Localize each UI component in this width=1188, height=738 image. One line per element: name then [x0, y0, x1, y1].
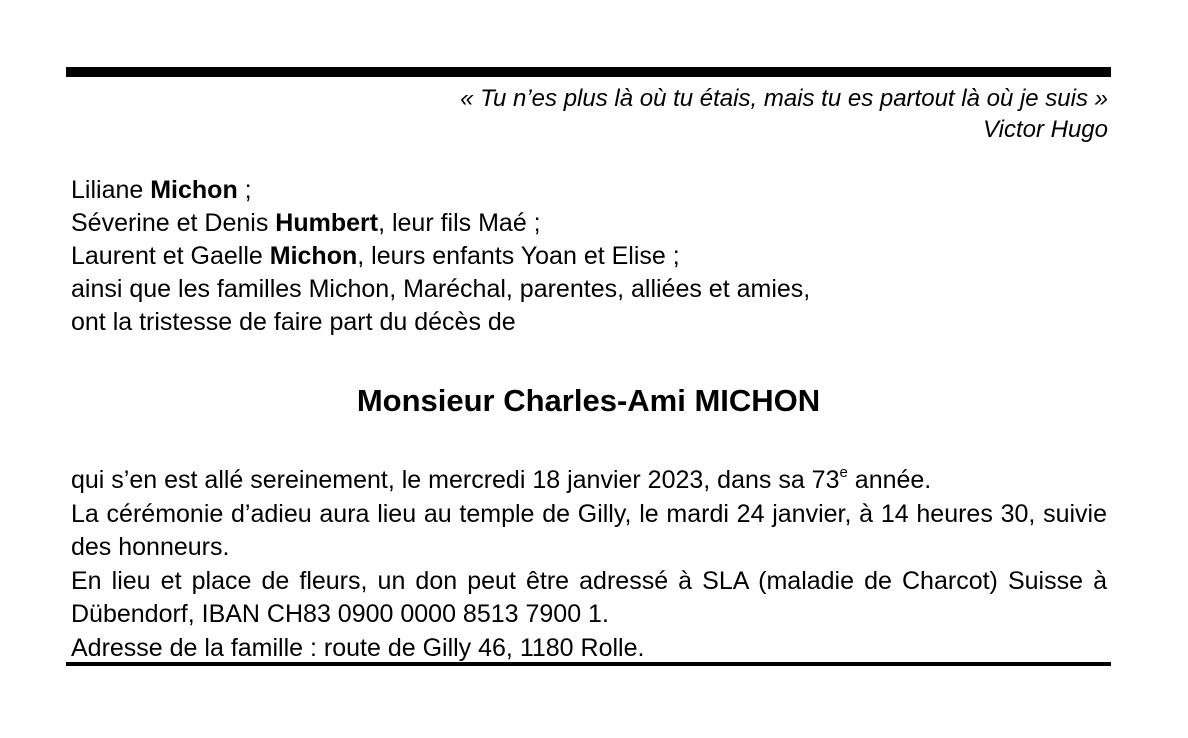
mourner-given: Laurent et Gaelle [71, 242, 270, 270]
extended-family-line: ainsi que les familles Michon, Maréchal, parentes, alliées et amies, [71, 275, 811, 303]
mourners-list [71, 174, 1111, 339]
donation-info: En lieu et place de fleurs, un don peut être adressé à SLA (maladie de Charcot) Suisse à Dübendorf, IBAN CH83 0900 0000 8513 7900 1. [71, 566, 1107, 628]
passing-sentence [71, 464, 1107, 498]
mourner-surname: Michon [150, 176, 238, 204]
passing-start: qui s’en est allé sereinement, le mercredi 18 janvier 2023, dans sa 73 [71, 466, 840, 494]
mourner-given: Séverine et Denis [71, 209, 276, 237]
announcement-line: ont la tristesse de faire part du décès de [71, 308, 516, 336]
mourner-given: Liliane [71, 176, 151, 204]
mourner-line [71, 207, 1111, 240]
ordinal-suffix: e [839, 463, 848, 481]
funeral-details [71, 464, 1107, 665]
mourner-line [71, 240, 1111, 273]
bottom-border-rule [66, 662, 1111, 666]
passing-end: année. [847, 466, 932, 494]
mourner-surname: Michon [269, 242, 358, 270]
ceremony-info: La cérémonie d’adieu aura lieu au temple de Gilly, le mardi 24 janvier, à 14 heures 30, suivie des honneurs. [71, 499, 1107, 561]
epigraph [460, 83, 1108, 145]
mourner-rest: , leur fils Maé ; [378, 209, 541, 237]
family-address: Adresse de la famille : route de Gilly 46, 1180 Rolle. [71, 633, 645, 662]
mourner-rest: , leurs enfants Yoan et Elise ; [357, 242, 680, 270]
mourner-line [71, 174, 1111, 207]
mourner-surname: Humbert [275, 209, 379, 237]
top-border-rule [66, 67, 1111, 77]
deceased-name: Monsieur Charles-Ami MICHON [356, 383, 821, 418]
mourner-rest: ; [237, 176, 252, 204]
epigraph-quote: « Tu n’es plus là où tu étais, mais tu es partout là où je suis » [460, 85, 1108, 112]
epigraph-author: Victor Hugo [983, 116, 1108, 143]
